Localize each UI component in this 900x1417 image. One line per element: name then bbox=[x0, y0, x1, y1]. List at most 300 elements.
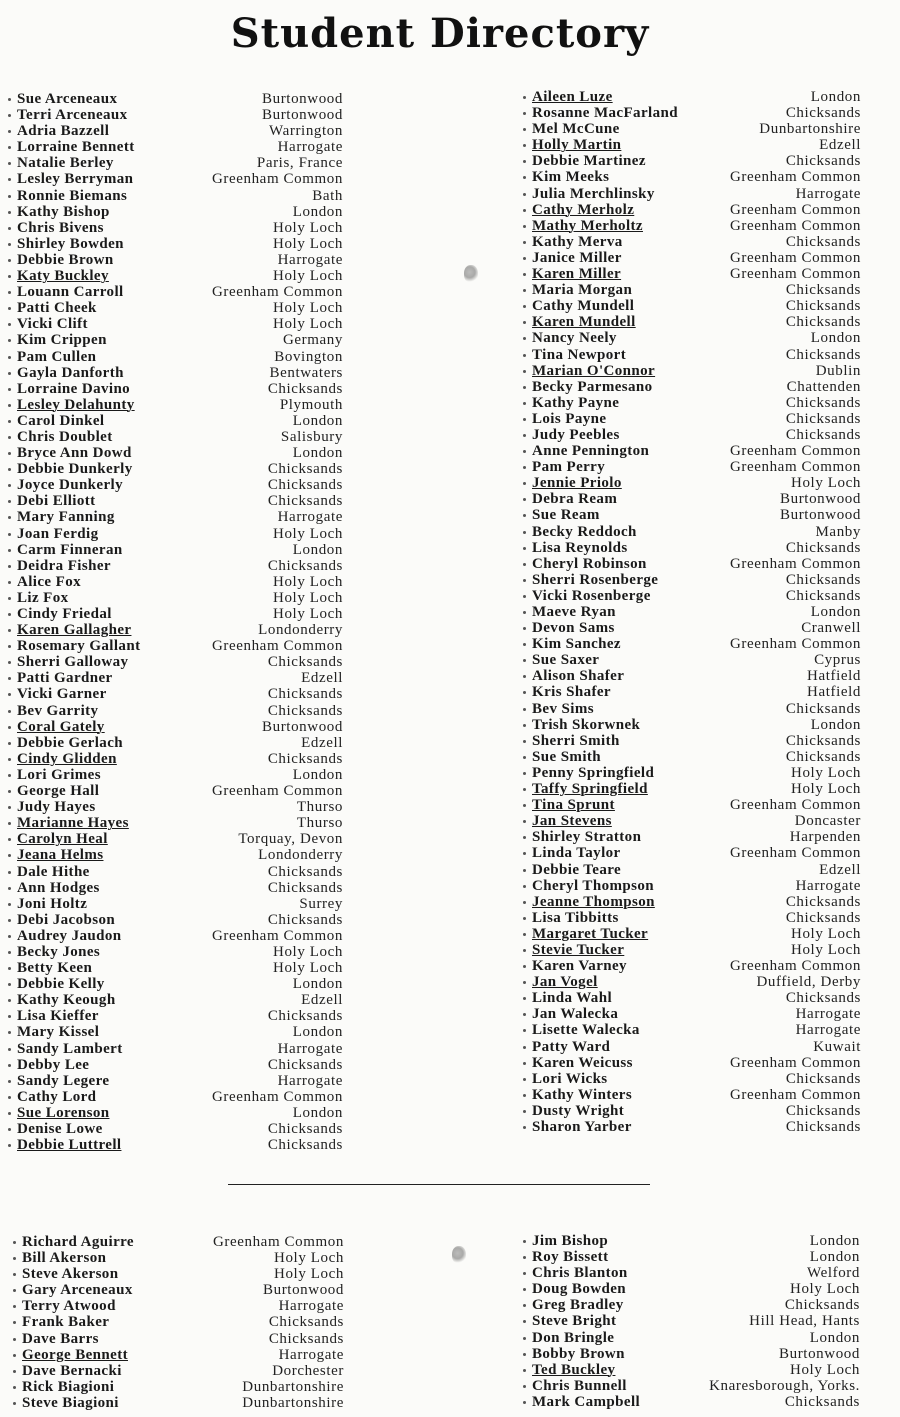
directory-entry bbox=[532, 813, 861, 829]
directory-entry bbox=[17, 413, 343, 429]
student-location: Greenham Common bbox=[211, 171, 343, 188]
directory-entry bbox=[22, 1298, 344, 1314]
student-location: Holy Loch bbox=[791, 475, 861, 492]
directory-entry bbox=[532, 958, 861, 974]
directory-entry bbox=[17, 847, 343, 863]
student-location: Greenham Common bbox=[729, 1054, 861, 1071]
student-location: Burtonwood bbox=[779, 1345, 860, 1362]
student-location: Harrogate bbox=[795, 1022, 861, 1039]
directory-entry bbox=[17, 123, 343, 139]
directory-entry bbox=[17, 783, 343, 799]
directory-entry bbox=[22, 1282, 344, 1298]
directory-entry bbox=[532, 202, 861, 218]
bullet-mark bbox=[8, 484, 11, 487]
bullet-mark bbox=[8, 967, 11, 970]
student-name: Sue Saxer bbox=[532, 652, 600, 669]
student-location: Greenham Common bbox=[729, 266, 861, 283]
directory-entry bbox=[532, 218, 861, 234]
student-name: Mark Campbell bbox=[532, 1393, 641, 1410]
student-name: Kim Sanchez bbox=[532, 636, 621, 653]
directory-entry bbox=[532, 717, 861, 733]
student-location: Edzell bbox=[819, 861, 861, 878]
student-name: Cindy Glidden bbox=[17, 750, 117, 767]
bullet-mark bbox=[8, 227, 11, 230]
student-name: Cathy Mundell bbox=[532, 298, 635, 315]
student-location: Chicksands bbox=[267, 557, 343, 574]
student-location: Holy Loch bbox=[273, 606, 343, 622]
bullet-mark bbox=[13, 1386, 16, 1389]
bullet-mark bbox=[523, 675, 526, 678]
student-name: Sherri Smith bbox=[532, 732, 620, 749]
directory-column-girls-left bbox=[17, 91, 343, 1153]
student-name: Vicki Clift bbox=[17, 316, 88, 333]
bullet-mark bbox=[523, 756, 526, 759]
directory-entry bbox=[532, 169, 861, 185]
student-name: Debbie Luttrell bbox=[17, 1137, 122, 1154]
bullet-mark bbox=[8, 307, 11, 310]
student-location: London bbox=[810, 89, 861, 105]
bullet-mark bbox=[523, 1272, 526, 1275]
directory-entry bbox=[532, 443, 861, 459]
bullet-mark bbox=[13, 1354, 16, 1357]
bullet-mark bbox=[523, 1110, 526, 1113]
student-name: Tina Sprunt bbox=[532, 797, 615, 814]
student-name: Louann Carroll bbox=[17, 284, 124, 301]
bullet-mark bbox=[523, 1094, 526, 1097]
student-name: Julia Merchlinsky bbox=[532, 185, 655, 202]
student-name: Judy Peebles bbox=[532, 426, 620, 443]
bullet-mark bbox=[8, 1064, 11, 1067]
student-location: Greenham Common bbox=[729, 958, 861, 975]
student-name: Dave Barrs bbox=[22, 1330, 99, 1347]
student-name: Frank Baker bbox=[22, 1314, 110, 1331]
student-location: London bbox=[809, 1233, 860, 1249]
student-name: Karen Gallagher bbox=[17, 622, 132, 639]
directory-entry bbox=[17, 1041, 343, 1057]
directory-entry bbox=[532, 475, 861, 491]
bullet-mark bbox=[523, 1078, 526, 1081]
student-location: London bbox=[292, 412, 343, 429]
directory-entry bbox=[532, 1039, 861, 1055]
bullet-mark bbox=[523, 209, 526, 212]
student-name: Marianne Hayes bbox=[17, 815, 129, 832]
student-location: Chicksands bbox=[785, 571, 861, 588]
student-location: Greenham Common bbox=[212, 1234, 344, 1250]
student-location: Chicksands bbox=[267, 863, 343, 880]
student-name: Rick Biagioni bbox=[22, 1378, 115, 1395]
student-name: Bill Akerson bbox=[22, 1250, 107, 1267]
bullet-mark bbox=[8, 774, 11, 777]
student-location: Dunbartonshire bbox=[242, 1394, 344, 1411]
student-location: Chicksands bbox=[785, 105, 861, 122]
directory-entry bbox=[532, 990, 861, 1006]
student-name: George Bennett bbox=[22, 1346, 128, 1363]
bullet-mark bbox=[523, 450, 526, 453]
student-name: Steve Biagioni bbox=[22, 1394, 119, 1411]
bullet-mark bbox=[523, 1369, 526, 1372]
directory-entry bbox=[532, 1297, 860, 1313]
directory-entry bbox=[17, 461, 343, 477]
student-location: Chicksands bbox=[268, 1314, 344, 1331]
bullet-mark bbox=[523, 418, 526, 421]
directory-entry bbox=[17, 880, 343, 896]
student-name: Joni Holtz bbox=[17, 895, 88, 912]
bullet-mark bbox=[8, 742, 11, 745]
directory-entry bbox=[17, 252, 343, 268]
directory-entry bbox=[17, 91, 343, 107]
bullet-mark bbox=[8, 130, 11, 133]
bullet-mark bbox=[8, 259, 11, 262]
directory-entry bbox=[532, 926, 861, 942]
student-name: Kathy Merva bbox=[532, 233, 623, 250]
smudge-mark bbox=[452, 1246, 466, 1264]
bullet-mark bbox=[13, 1289, 16, 1292]
directory-entry bbox=[532, 1281, 860, 1297]
directory-entry bbox=[532, 781, 861, 797]
directory-entry bbox=[17, 864, 343, 880]
student-location: Greenham Common bbox=[211, 638, 343, 655]
bullet-mark bbox=[523, 627, 526, 630]
student-location: Chicksands bbox=[785, 700, 861, 717]
directory-entry bbox=[532, 1330, 860, 1346]
student-location: Holy Loch bbox=[273, 943, 343, 960]
student-location: Hill Head, Hants bbox=[749, 1313, 860, 1330]
student-location: Doncaster bbox=[794, 813, 861, 830]
directory-entry bbox=[532, 974, 861, 990]
directory-entry bbox=[532, 1022, 861, 1038]
student-location: Edzell bbox=[301, 734, 343, 751]
bullet-mark bbox=[523, 804, 526, 807]
student-location: Chicksands bbox=[785, 587, 861, 604]
student-name: Trish Skorwnek bbox=[532, 716, 641, 733]
bullet-mark bbox=[8, 951, 11, 954]
bullet-mark bbox=[523, 965, 526, 968]
bullet-mark bbox=[523, 595, 526, 598]
directory-entry bbox=[17, 1024, 343, 1040]
student-name: Lorraine Bennett bbox=[17, 139, 135, 156]
bullet-mark bbox=[523, 257, 526, 260]
student-location: Greenham Common bbox=[729, 443, 861, 460]
directory-entry bbox=[532, 314, 861, 330]
directory-entry bbox=[532, 1103, 861, 1119]
student-location: London bbox=[292, 541, 343, 558]
directory-entry bbox=[532, 347, 861, 363]
student-location: Chicksands bbox=[267, 493, 343, 510]
directory-entry bbox=[17, 670, 343, 686]
bullet-mark bbox=[523, 241, 526, 244]
bullet-mark bbox=[523, 820, 526, 823]
directory-entry bbox=[17, 654, 343, 670]
student-location: Chicksands bbox=[267, 702, 343, 719]
directory-entry bbox=[532, 186, 861, 202]
student-location: Torquay, Devon bbox=[238, 831, 343, 848]
directory-entry bbox=[17, 912, 343, 928]
student-name: Cheryl Thompson bbox=[532, 877, 655, 894]
directory-entry bbox=[532, 234, 861, 250]
directory-entry bbox=[532, 652, 861, 668]
directory-entry bbox=[22, 1266, 344, 1282]
directory-entry bbox=[17, 751, 343, 767]
directory-entry bbox=[17, 365, 343, 381]
directory-entry bbox=[532, 1055, 861, 1071]
bullet-mark bbox=[8, 581, 11, 584]
bullet-mark bbox=[8, 693, 11, 696]
student-location: Chicksands bbox=[785, 732, 861, 749]
bullet-mark bbox=[8, 919, 11, 922]
student-name: Ronnie Biemans bbox=[17, 187, 128, 204]
bullet-mark bbox=[523, 1046, 526, 1049]
directory-entry bbox=[17, 831, 343, 847]
student-name: Jan Stevens bbox=[532, 813, 612, 830]
student-location: Thurso bbox=[296, 815, 343, 832]
directory-entry bbox=[532, 540, 861, 556]
student-name: Roy Bissett bbox=[532, 1249, 609, 1266]
student-name: Kim Crippen bbox=[17, 332, 107, 349]
directory-entry bbox=[532, 765, 861, 781]
student-location: Harrogate bbox=[795, 185, 861, 202]
directory-entry bbox=[17, 204, 343, 220]
student-name: Stevie Tucker bbox=[532, 941, 625, 958]
student-location: Chicksands bbox=[785, 233, 861, 250]
directory-entry bbox=[17, 300, 343, 316]
student-name: Debra Ream bbox=[532, 491, 618, 508]
student-name: Terri Arceneaux bbox=[17, 107, 128, 124]
student-location: Greenham Common bbox=[729, 459, 861, 476]
student-name: Dave Bernacki bbox=[22, 1362, 122, 1379]
student-name: Lisette Walecka bbox=[532, 1022, 640, 1039]
directory-entry bbox=[532, 668, 861, 684]
student-name: Debbie Gerlach bbox=[17, 734, 124, 751]
student-location: Edzell bbox=[301, 670, 343, 687]
student-name: George Hall bbox=[17, 783, 100, 800]
directory-entry bbox=[17, 1008, 343, 1024]
student-name: Taffy Springfield bbox=[532, 781, 648, 798]
student-name: Nancy Neely bbox=[532, 330, 617, 347]
directory-entry bbox=[532, 427, 861, 443]
directory-entry bbox=[17, 815, 343, 831]
bullet-mark bbox=[523, 1126, 526, 1129]
student-location: Chicksands bbox=[267, 879, 343, 896]
directory-entry bbox=[17, 719, 343, 735]
directory-entry bbox=[532, 137, 861, 153]
bullet-mark bbox=[523, 1029, 526, 1032]
student-name: Debby Lee bbox=[17, 1056, 90, 1073]
student-name: Sue Lorenson bbox=[17, 1104, 110, 1121]
student-location: Cyprus bbox=[814, 652, 861, 669]
directory-entry bbox=[17, 1057, 343, 1073]
student-location: Holy Loch bbox=[273, 960, 343, 977]
student-location: Chicksands bbox=[267, 461, 343, 478]
bullet-mark bbox=[8, 114, 11, 117]
bullet-mark bbox=[8, 903, 11, 906]
directory-entry bbox=[532, 153, 861, 169]
student-location: Welford bbox=[807, 1265, 860, 1282]
bullet-mark bbox=[523, 112, 526, 115]
student-name: Bryce Ann Dowd bbox=[17, 445, 132, 462]
bullet-mark bbox=[8, 275, 11, 278]
student-name: Mary Fanning bbox=[17, 509, 115, 526]
directory-entry bbox=[17, 799, 343, 815]
student-name: Becky Jones bbox=[17, 943, 101, 960]
bullet-mark bbox=[523, 337, 526, 340]
directory-entry bbox=[532, 1313, 860, 1329]
student-location: Plymouth bbox=[279, 396, 343, 413]
student-location: Hatfield bbox=[807, 668, 861, 685]
bullet-mark bbox=[8, 758, 11, 761]
directory-entry bbox=[17, 622, 343, 638]
bullet-mark bbox=[523, 901, 526, 904]
student-name: Kathy Keough bbox=[17, 992, 116, 1009]
student-location: Chicksands bbox=[267, 477, 343, 494]
student-name: Chris Bivens bbox=[17, 219, 104, 236]
student-name: Debi Jacobson bbox=[17, 911, 116, 928]
student-location: Chicksands bbox=[267, 911, 343, 928]
student-name: Sherri Galloway bbox=[17, 654, 129, 671]
student-name: Debbie Brown bbox=[17, 251, 114, 268]
student-location: Chicksands bbox=[785, 410, 861, 427]
bullet-mark bbox=[523, 289, 526, 292]
student-location: Chicksands bbox=[267, 1008, 343, 1025]
student-location: Greenham Common bbox=[211, 284, 343, 301]
student-name: Judy Hayes bbox=[17, 799, 96, 816]
bullet-mark bbox=[8, 838, 11, 841]
student-location: Chicksands bbox=[785, 314, 861, 331]
directory-entry bbox=[17, 1121, 343, 1137]
student-location: London bbox=[292, 203, 343, 220]
directory-entry bbox=[17, 316, 343, 332]
student-name: Denise Lowe bbox=[17, 1121, 103, 1137]
directory-entry bbox=[532, 1346, 860, 1362]
bullet-mark bbox=[13, 1257, 16, 1260]
student-location: Harrogate bbox=[795, 877, 861, 894]
student-name: Maeve Ryan bbox=[532, 604, 616, 620]
student-location: Chicksands bbox=[267, 750, 343, 767]
student-location: London bbox=[292, 1024, 343, 1041]
student-name: Bobby Brown bbox=[532, 1345, 625, 1362]
directory-column-boys-right bbox=[532, 1233, 860, 1410]
bullet-mark bbox=[8, 677, 11, 680]
bullet-mark bbox=[8, 452, 11, 455]
student-name: Mathy Merholtz bbox=[532, 217, 643, 234]
student-name: Alison Shafer bbox=[532, 668, 625, 685]
directory-entry bbox=[17, 976, 343, 992]
student-location: Burtonwood bbox=[780, 507, 861, 524]
student-location: Holy Loch bbox=[273, 268, 343, 285]
student-location: Harrogate bbox=[277, 139, 343, 156]
directory-entry bbox=[22, 1314, 344, 1330]
student-name: Gayla Danforth bbox=[17, 364, 124, 381]
student-location: Holy Loch bbox=[274, 1250, 344, 1267]
student-location: Dunbartonshire bbox=[242, 1378, 344, 1395]
directory-entry bbox=[532, 298, 861, 314]
bullet-mark bbox=[523, 498, 526, 501]
student-name: Lesley Berryman bbox=[17, 171, 134, 188]
student-name: Lois Payne bbox=[532, 410, 607, 427]
student-name: Betty Keen bbox=[17, 960, 93, 977]
directory-entry bbox=[532, 1362, 860, 1378]
directory-entry bbox=[532, 878, 861, 894]
directory-entry bbox=[532, 862, 861, 878]
student-location: Chicksands bbox=[267, 1121, 343, 1137]
directory-entry bbox=[17, 1089, 343, 1105]
student-name: Mel McCune bbox=[532, 121, 620, 138]
student-location: Dunbartonshire bbox=[759, 121, 861, 138]
directory-entry bbox=[17, 1073, 343, 1089]
student-location: London bbox=[809, 1249, 860, 1266]
bullet-mark bbox=[8, 645, 11, 648]
student-location: Chicksands bbox=[784, 1297, 860, 1314]
bullet-mark bbox=[523, 933, 526, 936]
student-location: Paris, France bbox=[256, 155, 343, 172]
student-location: Greenham Common bbox=[729, 636, 861, 653]
bullet-mark bbox=[8, 854, 11, 857]
bullet-mark bbox=[8, 1144, 11, 1147]
student-name: Marian O'Connor bbox=[532, 362, 656, 379]
bullet-mark bbox=[523, 949, 526, 952]
bullet-mark bbox=[8, 468, 11, 471]
student-name: Lorraine Davino bbox=[17, 380, 131, 397]
student-location: Chicksands bbox=[785, 909, 861, 926]
bullet-mark bbox=[523, 852, 526, 855]
bullet-mark bbox=[523, 836, 526, 839]
student-name: Joyce Dunkerly bbox=[17, 477, 124, 494]
directory-entry bbox=[532, 1394, 860, 1410]
student-name: Audrey Jaudon bbox=[17, 927, 122, 944]
student-location: London bbox=[292, 976, 343, 993]
student-name: Adria Bazzell bbox=[17, 123, 110, 140]
student-location: Chicksands bbox=[785, 990, 861, 1007]
student-location: Greenham Common bbox=[729, 555, 861, 572]
student-name: Kris Shafer bbox=[532, 684, 611, 701]
student-name: Carm Finneran bbox=[17, 541, 123, 558]
bullet-mark bbox=[8, 726, 11, 729]
student-name: Lori Wicks bbox=[532, 1070, 608, 1087]
bullet-mark bbox=[523, 434, 526, 437]
student-location: Holy Loch bbox=[273, 235, 343, 252]
directory-entry bbox=[532, 250, 861, 266]
directory-entry bbox=[532, 733, 861, 749]
bullet-mark bbox=[523, 1353, 526, 1356]
directory-entry bbox=[17, 896, 343, 912]
student-location: Holy Loch bbox=[791, 941, 861, 958]
student-location: Bentwaters bbox=[269, 364, 343, 381]
student-name: Natalie Berley bbox=[17, 155, 114, 172]
directory-entry bbox=[17, 960, 343, 976]
bullet-mark bbox=[8, 388, 11, 391]
bullet-mark bbox=[8, 516, 11, 519]
student-name: Patti Gardner bbox=[17, 670, 113, 687]
student-location: Holy Loch bbox=[791, 925, 861, 942]
student-name: Sandy Lambert bbox=[17, 1040, 123, 1057]
student-name: Maria Morgan bbox=[532, 282, 633, 299]
student-location: Chicksands bbox=[785, 426, 861, 443]
student-name: Greg Bradley bbox=[532, 1297, 624, 1314]
bullet-mark bbox=[523, 354, 526, 357]
bullet-mark bbox=[13, 1321, 16, 1324]
directory-entry bbox=[532, 588, 861, 604]
student-location: Holy Loch bbox=[273, 316, 343, 333]
bullet-mark bbox=[8, 146, 11, 149]
student-location: Bovington bbox=[274, 348, 343, 365]
bullet-mark bbox=[523, 1401, 526, 1404]
directory-entry bbox=[532, 89, 861, 105]
bullet-mark bbox=[523, 531, 526, 534]
directory-entry bbox=[532, 1378, 860, 1394]
student-location: Harrogate bbox=[277, 1072, 343, 1089]
student-location: Dorchester bbox=[272, 1362, 344, 1379]
student-name: Sandy Legere bbox=[17, 1072, 110, 1089]
student-location: Greenham Common bbox=[729, 217, 861, 234]
